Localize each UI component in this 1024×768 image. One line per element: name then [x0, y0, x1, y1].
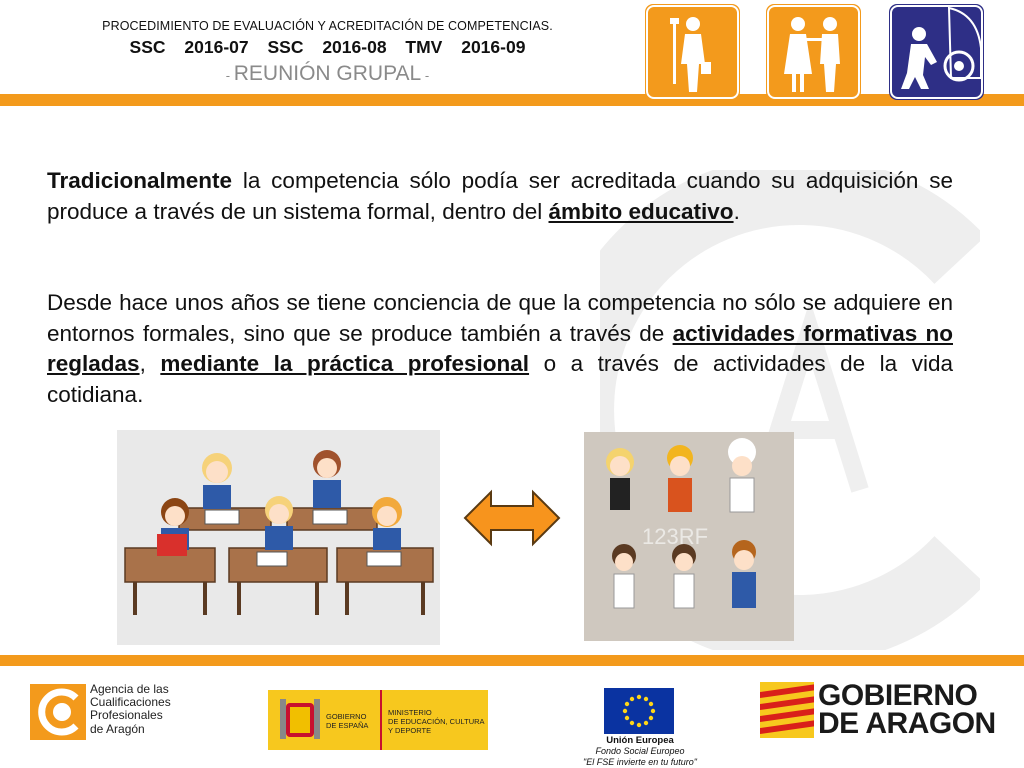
gob-espana-line-1: GOBIERNO [326, 712, 367, 721]
agencia-line-3: Profesionales [90, 708, 163, 723]
para2-text1: Desde hace unos años se tiene conciencia de que la competencia no sólo se adquiere en entornos formales, sino que se produce también a través de [47, 290, 953, 346]
double-arrow-icon [463, 488, 561, 548]
header-orange-bar [0, 94, 1024, 106]
aragon-flag-icon [760, 682, 814, 738]
gob-espana-text [326, 712, 368, 730]
para2-text2: , [139, 351, 161, 376]
dash-left: - [225, 68, 234, 83]
agencia-line-2: Cualificaciones [90, 695, 171, 710]
coat-of-arms-icon [280, 695, 320, 745]
paragraph-nowadays [47, 288, 953, 410]
para2-underlined-2: mediante la práctica profesional [160, 351, 530, 376]
ministerio-line-3: Y DEPORTE [388, 726, 432, 735]
para2-underlined-1: actividades formativas no regladas [47, 320, 953, 376]
gobierno-aragon-text [818, 679, 996, 740]
para2-text3: o a través de actividades de la vida cotidiana. [47, 351, 953, 407]
eu-flag-icon [604, 688, 674, 734]
eu-fund: Fondo Social Europeo [595, 746, 685, 756]
ministerio-text [388, 708, 485, 735]
professionals-illustration [584, 432, 794, 641]
gob-espana-line-2: DE ESPAÑA [326, 721, 369, 730]
footer-orange-bar [0, 655, 1024, 666]
ministerio-line-2: DE EDUCACIÓN, CULTURA [388, 717, 485, 726]
eu-caption [560, 735, 720, 768]
agencia-line-1: Agencia de las [90, 682, 169, 696]
para1-end: . [733, 198, 740, 224]
eu-motto: "El FSE invierte en tu futuro" [583, 757, 697, 767]
para1-text: la competencia sólo podía ser acreditada cuando su adquisición se produce a través de un sistema formal, dentro del [47, 168, 953, 224]
aragon-line-1: GOBIERNO [818, 679, 978, 712]
painter-icon [645, 4, 740, 100]
aragon-line-2: DE ARAGON [818, 707, 996, 740]
agencia-mark-icon [30, 684, 86, 740]
caregivers-icon [766, 4, 861, 100]
agencia-line-4: de Aragón [90, 721, 145, 736]
gobierno-espana-logo [268, 690, 488, 750]
paragraph-traditional [47, 166, 953, 227]
eu-title: Unión Europea [606, 735, 674, 746]
agencia-name [90, 683, 171, 736]
header-procedure-title: PROCEDIMIENTO DE EVALUACIÓN Y ACREDITACIÓN DE COMPETENCIAS. [102, 19, 553, 33]
watermark-text: 123RF [642, 524, 709, 549]
meeting-label: REUNIÓN GRUPAL [233, 62, 422, 85]
para1-underlined: ámbito educativo [548, 198, 734, 224]
mechanic-icon [889, 4, 984, 100]
classroom-illustration [117, 430, 440, 645]
ministerio-line-1: MINISTERIO [388, 708, 432, 717]
divider [380, 690, 382, 750]
para1-bold-word: Tradicionalmente [47, 168, 233, 193]
dash-right: - [421, 68, 430, 83]
header-meeting-title [0, 62, 655, 86]
header-codes: SSC 2016-07 SSC 2016-08 TMV 2016-09 [129, 37, 526, 57]
